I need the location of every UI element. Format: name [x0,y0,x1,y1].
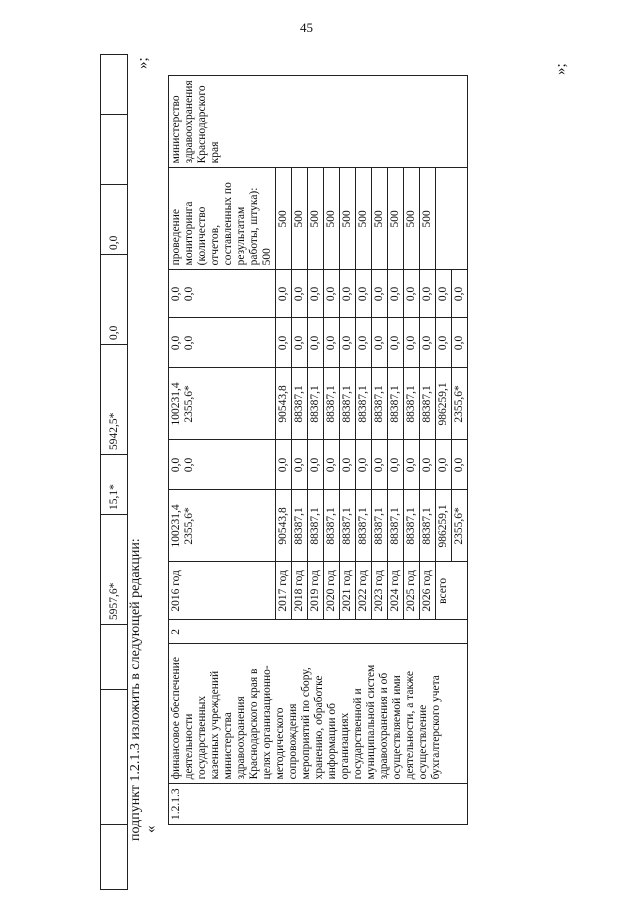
grand-fed-value: 0,0 [436,440,452,490]
grand-fed-note: 0,0 [452,440,468,490]
ext-value: 0,0 [404,270,420,318]
fed-value: 0,0 [292,440,308,490]
ext-value: 0,0 [276,270,292,318]
result-value: 500 [261,248,273,266]
loc-value: 0,0 [388,318,404,368]
previous-table-tail [100,54,128,890]
year-label: 2018 год [292,562,308,620]
result-value: 500 [420,168,436,270]
result-value: 500 [308,168,324,270]
ext-value: 0,0 [420,270,436,318]
reg-cell [169,368,276,440]
ext-value: 0,0 [308,270,324,318]
fed-value: 0,0 [356,440,372,490]
loc-value: 0,0 [404,318,420,368]
reg-value: 100231,4 [170,382,182,426]
ext-value-note: 0,0 [183,286,195,302]
loc-value: 0,0 [308,318,324,368]
loc-value: 0,0 [170,335,182,351]
table-row [101,55,128,890]
grand-ext-note: 0,0 [452,270,468,318]
table-cell [101,55,128,115]
total-label: всего [436,562,468,620]
fed-value: 0,0 [340,440,356,490]
grand-loc-note: 0,0 [452,318,468,368]
subitem-table [168,75,468,825]
reg-value: 88387,1 [388,368,404,440]
loc-cell [169,318,276,368]
loc-value-note: 0,0 [183,335,195,351]
table-cell: 0,0 [101,255,128,345]
table-cell [101,825,128,890]
table-cell: 5942,5* [101,345,128,455]
fed-value: 0,0 [420,440,436,490]
year-label: 2021 год [340,562,356,620]
total-value: 88387,1 [340,490,356,562]
year-label: 2017 год [276,562,292,620]
year-label: 2024 год [388,562,404,620]
row-source-number: 2 [169,620,468,644]
grand-reg-note: 2355,6* [452,368,468,440]
total-value: 88387,1 [356,490,372,562]
ext-cell [169,270,276,318]
fed-value: 0,0 [324,440,340,490]
total-cell [169,490,276,562]
year-label: 2016 год [169,562,276,620]
ext-value: 0,0 [170,286,182,302]
fed-value-note: 0,0 [183,457,195,473]
reg-value-note: 2355,6* [183,385,195,423]
ext-value: 0,0 [372,270,388,318]
total-value: 88387,1 [420,490,436,562]
opening-quote: « [143,825,159,833]
total-value: 88387,1 [372,490,388,562]
row-description: финансовое обеспечение деятельности государственных казенных учреждений министерства здравоохранения Краснодарского края в целях организационно-методического сопровождения мероприятий по сбору, хранению, обработке информации об организациях государственной и муниципальной систем здравоохранения и об осуществляемой ими деятельности, а также осуществление бухгалтерского учета [169,644,468,784]
fed-value: 0,0 [404,440,420,490]
loc-value: 0,0 [276,318,292,368]
reg-value: 88387,1 [372,368,388,440]
reg-value: 88387,1 [404,368,420,440]
loc-value: 0,0 [420,318,436,368]
grand-loc-value: 0,0 [436,318,452,368]
fed-value: 0,0 [170,457,182,473]
table-cell [101,115,128,185]
loc-value: 0,0 [292,318,308,368]
table-cell [101,625,128,690]
year-label: 2026 год [420,562,436,620]
responsible-org: министерство здравоохранения Краснодарского края [169,76,468,168]
total-value: 88387,1 [324,490,340,562]
result-value: 500 [356,168,372,270]
fed-value: 0,0 [308,440,324,490]
ext-value: 0,0 [356,270,372,318]
loc-value: 0,0 [372,318,388,368]
loc-value: 0,0 [356,318,372,368]
indicator-cell [169,168,276,270]
year-label: 2019 год [308,562,324,620]
indicator-text: проведение мониторинга (количество отчетов, составленных по результатам работы, штука): [170,182,260,266]
reg-value: 88387,1 [356,368,372,440]
table-cell: 15,1* [101,455,128,515]
total-value: 90543,8 [276,490,292,562]
result-value: 500 [388,168,404,270]
result-value: 500 [404,168,420,270]
page-number: 45 [300,20,313,35]
grand-ext-value: 0,0 [436,270,452,318]
year-label: 2022 год [356,562,372,620]
ext-value: 0,0 [388,270,404,318]
reg-value: 88387,1 [340,368,356,440]
ext-value: 0,0 [340,270,356,318]
result-value: 500 [324,168,340,270]
amendment-instruction: подпункт 1.2.1.3 изложить в следующей редакции: [128,538,143,841]
total-value: 88387,1 [404,490,420,562]
ext-value: 0,0 [324,270,340,318]
loc-value: 0,0 [324,318,340,368]
total-value: 100231,4 [170,504,182,548]
grand-total-note: 2355,6* [452,490,468,562]
total-value-note: 2355,6* [183,507,195,545]
reg-value: 90543,8 [276,368,292,440]
table-cell [101,690,128,825]
result-value: 500 [340,168,356,270]
year-label: 2023 год [372,562,388,620]
table-cell: 5957,6* [101,515,128,625]
table-row [169,76,276,825]
fed-value: 0,0 [388,440,404,490]
closing-quote-bottom: »; [553,63,569,75]
fed-value: 0,0 [276,440,292,490]
ext-value: 0,0 [292,270,308,318]
reg-value: 88387,1 [420,368,436,440]
fed-value: 0,0 [372,440,388,490]
total-value: 88387,1 [292,490,308,562]
reg-value: 88387,1 [324,368,340,440]
grand-reg-value: 986259,1 [436,368,452,440]
result-value: 500 [372,168,388,270]
year-label: 2025 год [404,562,420,620]
result-value: 500 [276,168,292,270]
table-cell: 0,0 [101,185,128,255]
reg-value: 88387,1 [308,368,324,440]
empty-cell [436,168,468,270]
total-value: 88387,1 [308,490,324,562]
fed-cell [169,440,276,490]
year-label: 2020 год [324,562,340,620]
closing-quote-top: »; [135,57,151,69]
reg-value: 88387,1 [292,368,308,440]
loc-value: 0,0 [340,318,356,368]
grand-total-value: 986259,1 [436,490,452,562]
result-value: 500 [292,168,308,270]
row-code: 1.2.1.3 [169,784,468,825]
total-value: 88387,1 [388,490,404,562]
